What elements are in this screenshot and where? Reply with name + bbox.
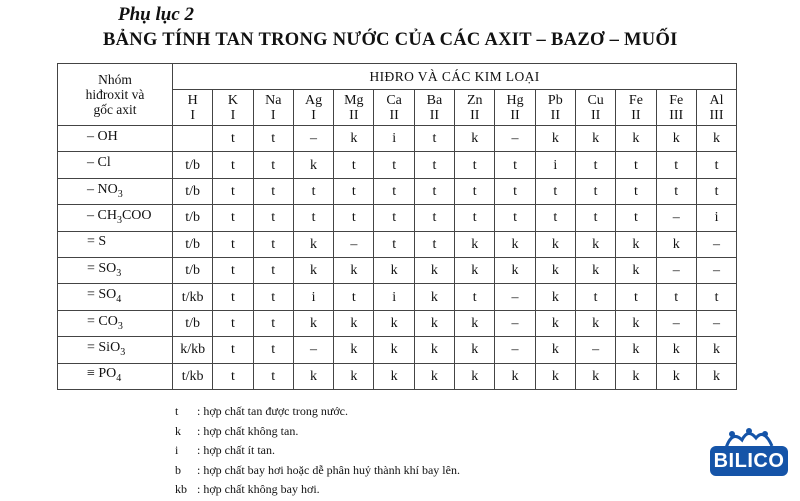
table-cell: k xyxy=(696,363,736,389)
table-cell: k xyxy=(334,337,374,363)
table-cell: t/kb xyxy=(173,284,213,310)
row-ion-subscript: 3 xyxy=(120,346,126,358)
table-cell: t xyxy=(495,205,535,231)
table-cell: t xyxy=(253,231,293,257)
row-ion-subscript: 4 xyxy=(116,373,122,385)
table-cell: k xyxy=(374,310,414,336)
table-cell: t xyxy=(253,284,293,310)
row-ion-prefix: – CH xyxy=(87,207,117,223)
element-valence: III xyxy=(709,107,724,123)
column-header xyxy=(616,90,656,126)
table-cell: – xyxy=(656,257,696,283)
table-cell: t/kb xyxy=(173,363,213,389)
table-row xyxy=(58,257,737,283)
table-cell: t xyxy=(535,205,575,231)
logo-text: BILICO xyxy=(710,446,788,476)
table-cell: k xyxy=(656,337,696,363)
table-cell: k xyxy=(656,231,696,257)
table-row xyxy=(58,178,737,204)
table-cell: t xyxy=(575,205,615,231)
table-cell: t xyxy=(656,178,696,204)
row-header xyxy=(58,363,173,389)
table-cell: k xyxy=(656,363,696,389)
table-cell: t xyxy=(253,257,293,283)
element-symbol: Ca xyxy=(386,92,402,108)
legend-text: : hợp chất tan được trong nước. xyxy=(197,404,349,418)
element-symbol: Pb xyxy=(547,92,563,108)
table-row xyxy=(58,337,737,363)
table-cell: t/b xyxy=(173,257,213,283)
element-valence: II xyxy=(470,107,480,123)
row-header xyxy=(58,310,173,336)
table-cell: – xyxy=(495,310,535,336)
table-cell: k xyxy=(616,337,656,363)
legend-key: i xyxy=(175,443,179,457)
element-symbol: Mg xyxy=(344,92,364,108)
table-cell: t xyxy=(656,152,696,178)
table-cell: t xyxy=(575,152,615,178)
table-cell: i xyxy=(696,205,736,231)
table-row xyxy=(58,363,737,389)
corner-header-line: hiđroxit và xyxy=(85,87,145,102)
table-cell: t xyxy=(213,310,253,336)
row-ion-prefix: – OH xyxy=(87,128,118,144)
row-ion-prefix: ≡ PO xyxy=(87,366,117,382)
table-cell: t xyxy=(253,337,293,363)
table-row xyxy=(58,126,737,152)
element-symbol: Zn xyxy=(466,92,483,108)
table-cell: k xyxy=(495,231,535,257)
table-cell: – xyxy=(293,126,333,152)
table-cell: – xyxy=(293,337,333,363)
element-valence: II xyxy=(389,107,399,123)
table-cell: k xyxy=(616,363,656,389)
table-cell: k xyxy=(575,126,615,152)
table-cell: t xyxy=(696,178,736,204)
legend-text: : hợp chất ít tan. xyxy=(197,443,275,457)
row-ion-subscript: 3 xyxy=(117,320,123,332)
table-cell: t xyxy=(535,178,575,204)
legend-key: t xyxy=(175,404,179,418)
table-cell: k xyxy=(616,231,656,257)
table-cell: k xyxy=(293,310,333,336)
row-header xyxy=(58,257,173,283)
table-cell: k xyxy=(575,363,615,389)
table-cell: – xyxy=(495,337,535,363)
table-cell: k xyxy=(535,231,575,257)
element-symbol: Fe xyxy=(628,92,643,108)
table-cell: t xyxy=(213,363,253,389)
table-cell: k xyxy=(535,337,575,363)
row-ion-prefix: – NO xyxy=(87,181,118,197)
table-cell: t xyxy=(696,152,736,178)
table-cell: k xyxy=(575,231,615,257)
table-cell: k xyxy=(414,363,454,389)
column-header xyxy=(455,90,495,126)
table-cell: t xyxy=(293,205,333,231)
element-valence: II xyxy=(349,107,359,123)
table-cell: k xyxy=(293,363,333,389)
table-cell: k xyxy=(293,152,333,178)
column-header xyxy=(374,90,414,126)
table-cell: k xyxy=(334,126,374,152)
table-cell xyxy=(173,126,213,152)
table-cell: k xyxy=(535,126,575,152)
table-cell: – xyxy=(575,337,615,363)
row-ion-suffix: COO xyxy=(121,207,152,223)
table-cell: t xyxy=(616,152,656,178)
column-header xyxy=(656,90,696,126)
table-cell: k xyxy=(293,257,333,283)
table-cell: t xyxy=(414,231,454,257)
table-cell: k xyxy=(575,257,615,283)
column-header xyxy=(293,90,333,126)
element-valence: I xyxy=(190,107,195,123)
legend-text: : hợp chất bay hơi hoặc dễ phân huỷ thành khí bay lên. xyxy=(197,462,460,477)
table-cell: t xyxy=(213,337,253,363)
table-cell: t xyxy=(455,205,495,231)
element-symbol: Ba xyxy=(426,92,443,108)
element-symbol: Hg xyxy=(506,92,524,108)
row-header xyxy=(58,178,173,204)
corner-header-line: gốc axit xyxy=(93,102,137,117)
table-cell: t xyxy=(253,178,293,204)
element-symbol: Ag xyxy=(304,92,323,108)
table-cell: t xyxy=(253,363,293,389)
row-ion-subscript: 4 xyxy=(116,293,122,305)
row-header xyxy=(58,284,173,310)
element-symbol: H xyxy=(187,92,198,108)
element-symbol: K xyxy=(227,92,238,108)
table-cell: k xyxy=(455,337,495,363)
table-cell: i xyxy=(293,284,333,310)
table-cell: t xyxy=(414,152,454,178)
legend-text: : hợp chất không bay hơi. xyxy=(197,482,320,496)
appendix-label: Phụ lục 2 xyxy=(118,4,195,25)
table-cell: k xyxy=(455,126,495,152)
table-cell: i xyxy=(374,126,414,152)
table-cell: t xyxy=(414,126,454,152)
table-cell: t xyxy=(455,284,495,310)
row-ion-subscript: 3 xyxy=(116,267,122,279)
element-valence: III xyxy=(669,107,684,123)
element-symbol: Na xyxy=(265,92,282,108)
table-cell: t xyxy=(656,284,696,310)
table-cell: – xyxy=(656,310,696,336)
table-cell: t xyxy=(414,205,454,231)
table-cell: k xyxy=(334,363,374,389)
table-cell: k xyxy=(374,257,414,283)
legend-item xyxy=(175,422,460,442)
row-ion-prefix: = SO xyxy=(87,260,117,276)
table-cell: t xyxy=(374,152,414,178)
solubility-table xyxy=(57,63,737,390)
table-cell: t xyxy=(213,126,253,152)
table-cell: – xyxy=(696,257,736,283)
table-cell: t xyxy=(213,231,253,257)
table-row xyxy=(58,152,737,178)
table-cell: t xyxy=(696,284,736,310)
column-header xyxy=(253,90,293,126)
element-valence: II xyxy=(429,107,440,123)
table-cell: t/b xyxy=(173,205,213,231)
group-header: HIĐRO VÀ CÁC KIM LOẠI xyxy=(173,64,737,90)
element-valence: II xyxy=(510,107,520,123)
table-cell: t/b xyxy=(173,231,213,257)
table-cell: t xyxy=(495,152,535,178)
table-cell: k xyxy=(656,126,696,152)
element-valence: II xyxy=(631,107,641,123)
table-cell: k xyxy=(535,284,575,310)
legend-key: k xyxy=(175,423,181,438)
row-header xyxy=(58,231,173,257)
table-cell: t xyxy=(616,284,656,310)
column-header xyxy=(495,90,535,126)
table-cell: k xyxy=(414,257,454,283)
table-cell: k xyxy=(374,363,414,389)
table-cell: k xyxy=(334,310,374,336)
table-cell: t/b xyxy=(173,310,213,336)
table-cell: k xyxy=(616,257,656,283)
element-valence: II xyxy=(590,107,601,123)
table-cell: – xyxy=(696,231,736,257)
legend-item xyxy=(175,402,460,422)
table-cell: k xyxy=(414,310,454,336)
table-cell: t/b xyxy=(173,152,213,178)
table-cell: t xyxy=(575,284,615,310)
table-cell: k xyxy=(575,310,615,336)
column-header xyxy=(414,90,454,126)
table-cell: – xyxy=(334,231,374,257)
table-cell: k xyxy=(535,363,575,389)
table-cell: t xyxy=(253,126,293,152)
corner-header xyxy=(58,64,173,126)
table-cell: t xyxy=(334,152,374,178)
element-symbol: Cu xyxy=(587,92,604,108)
legend-key: b xyxy=(175,462,181,477)
column-header xyxy=(173,90,213,126)
table-row xyxy=(58,284,737,310)
table-cell: k xyxy=(334,257,374,283)
element-symbol: Al xyxy=(709,92,724,108)
table-cell: k xyxy=(455,363,495,389)
table-cell: t xyxy=(374,178,414,204)
table-cell: t xyxy=(414,178,454,204)
table-cell: – xyxy=(495,126,535,152)
element-valence: I xyxy=(230,107,236,123)
legend-item xyxy=(175,441,460,461)
table-cell: k xyxy=(696,337,736,363)
table-cell: t xyxy=(455,152,495,178)
column-header xyxy=(535,90,575,126)
table-cell: t xyxy=(253,310,293,336)
table-cell: t xyxy=(334,178,374,204)
column-header xyxy=(575,90,615,126)
table-cell: – xyxy=(656,205,696,231)
table-cell: t xyxy=(334,205,374,231)
table-cell: – xyxy=(696,310,736,336)
column-header xyxy=(334,90,374,126)
row-ion-prefix: – Cl xyxy=(87,155,111,171)
table-row xyxy=(58,231,737,257)
table-cell: t/b xyxy=(173,178,213,204)
table-cell: t xyxy=(334,284,374,310)
table-cell: t xyxy=(455,178,495,204)
table-cell: t xyxy=(213,178,253,204)
table-cell: k/kb xyxy=(173,337,213,363)
table-cell: k xyxy=(616,310,656,336)
table-cell: k xyxy=(455,257,495,283)
table-cell: k xyxy=(455,310,495,336)
table-cell: k xyxy=(455,231,495,257)
column-header xyxy=(213,90,253,126)
legend xyxy=(175,402,460,500)
table-cell: t xyxy=(213,205,253,231)
table-cell: t xyxy=(213,257,253,283)
table-cell: t xyxy=(253,152,293,178)
row-header xyxy=(58,152,173,178)
table-cell: k xyxy=(535,310,575,336)
column-header xyxy=(696,90,736,126)
bilico-logo xyxy=(710,426,788,478)
legend-item xyxy=(175,461,460,481)
table-cell: k xyxy=(535,257,575,283)
table-cell: t xyxy=(374,231,414,257)
table-cell: t xyxy=(213,284,253,310)
table-cell: t xyxy=(213,152,253,178)
row-ion-prefix: = S xyxy=(87,234,107,250)
table-cell: k xyxy=(414,284,454,310)
table-cell: k xyxy=(495,257,535,283)
table-cell: i xyxy=(374,284,414,310)
row-header xyxy=(58,205,173,231)
table-cell: t xyxy=(616,205,656,231)
element-valence: II xyxy=(550,107,560,123)
table-row xyxy=(58,310,737,336)
element-valence: I xyxy=(311,107,316,123)
table-cell: t xyxy=(374,205,414,231)
element-symbol: Fe xyxy=(669,92,684,108)
table-cell: i xyxy=(535,152,575,178)
row-header xyxy=(58,337,173,363)
row-ion-prefix: = SO xyxy=(87,287,117,303)
row-ion-subscript: 3 xyxy=(117,188,123,200)
table-cell: – xyxy=(495,284,535,310)
table-cell: k xyxy=(414,337,454,363)
page-title: BẢNG TÍNH TAN TRONG NƯỚC CỦA CÁC AXIT – BAZƠ – MUỐI xyxy=(103,30,678,50)
row-ion-subscript: 3 xyxy=(116,214,122,226)
table-cell: k xyxy=(616,126,656,152)
table-cell: k xyxy=(696,126,736,152)
row-ion-prefix: = CO xyxy=(87,313,118,329)
table-cell: t xyxy=(616,178,656,204)
table-cell: k xyxy=(293,231,333,257)
table-cell: t xyxy=(575,178,615,204)
table-cell: k xyxy=(495,363,535,389)
element-valence: I xyxy=(270,107,276,123)
table-cell: k xyxy=(374,337,414,363)
legend-key: kb xyxy=(175,482,187,496)
row-ion-prefix: = SiO xyxy=(87,339,121,355)
table-cell: t xyxy=(495,178,535,204)
row-header xyxy=(58,126,173,152)
table-cell: t xyxy=(293,178,333,204)
table-row xyxy=(58,205,737,231)
corner-header-line: Nhóm xyxy=(98,72,132,87)
legend-text: : hợp chất không tan. xyxy=(197,423,299,438)
legend-item xyxy=(175,480,460,500)
table-cell: t xyxy=(253,205,293,231)
